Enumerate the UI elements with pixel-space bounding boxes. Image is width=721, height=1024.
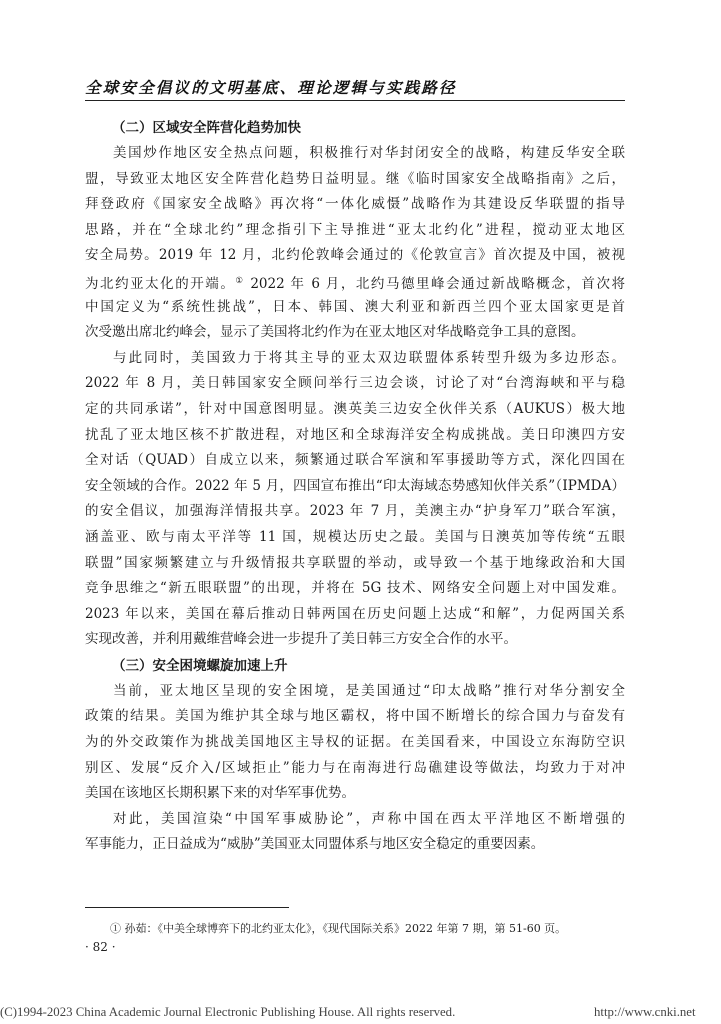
copyright-bar (0, 1005, 721, 1020)
copyright-notice: (C)1994-2023 China Academic Journal Electronic Publishing House. All rights reserved. (0, 1005, 456, 1019)
header-rule (85, 100, 625, 101)
running-title: 全球安全倡议的文明基底、理论逻辑与实践路径 (85, 79, 457, 97)
text-line: 定的共同承诺”，针对中国意图明显。澳英美三边安全伙伴关系（AUKUS）极大地 (85, 400, 625, 417)
text-line: 为的外交政策作为挑战美国地区主导权的证据。在美国看来，中国设立东海防空识 (85, 734, 625, 751)
footnote-mark: ① (110, 922, 121, 935)
footnote (110, 920, 566, 936)
text-line: 2023 年以来，美国在幕后推动日韩两国在历史问题上达成“和解”，力促两国关系 (85, 605, 625, 622)
text-line-end: 2022 年 6 月，北约马德里峰会通过新战略概念，首次将 (244, 275, 625, 292)
footnote-text: 孙茹：《中美全球博弈下的北约亚太化》，《现代国际关系》2022 年第 7 期，第 51-60 页。 (124, 922, 567, 935)
text-line: 竞争思维之“新五眼联盟”的出现，并将在 5G 技术、网络安全问题上对中国发难。 (85, 580, 625, 597)
paragraph-4 (85, 807, 625, 858)
footnote-reference[interactable]: ① (235, 275, 245, 286)
footnote-rule (85, 907, 289, 908)
text-line: 盟，导致亚太地区安全阵营化趋势日益明显。继《临时国家安全战略指南》之后， (85, 170, 625, 187)
text-line: 拜登政府《国家安全战略》再次将“一体化威慑”战略作为其建设反华联盟的指导 (85, 196, 625, 213)
section-heading-3: （三）安全困境螺旋加速上升 (112, 657, 288, 674)
section-heading-2: （二）区域安全阵营化趋势加快 (112, 120, 301, 136)
paragraph-2 (85, 346, 625, 653)
text-line: 涵盖亚、欧与南太平洋等 11 国，规模达历史之最。美国与日澳英加等传统“五眼 (85, 528, 625, 545)
text-line: 安全局势。2019 年 12 月，北约伦敦峰会通过的《伦敦宣言》首次提及中国，被视 (85, 247, 625, 264)
page-number: · 82 · (85, 940, 116, 954)
text-line: 对此，美国渲染“中国军事威胁论”，声称中国在西太平洋地区不断增强的 (113, 810, 625, 827)
text-line: 联盟”国家频繁建立与升级情报共享联盟的举动，或导致一个基于地缘政治和大国 (85, 554, 625, 571)
text-line: 与此同时，美国致力于将其主导的亚太双边联盟体系转型升级为多边形态。 (113, 349, 625, 366)
paragraph-1 (85, 141, 625, 346)
text-line-start: 为北约亚太化的开端。 (85, 275, 236, 292)
paragraph-3 (85, 679, 625, 807)
article-body (85, 115, 625, 858)
text-line: 次受邀出席北约峰会，显示了美国将北约作为在亚太地区对华战略竞争工具的意图。 (85, 324, 585, 341)
text-line: 的安全倡议，加强海洋情报共享。2023 年 7 月，美澳主办“护身军刀”联合军演， (85, 503, 625, 520)
text-line: 别区、发展“反介入/区域拒止”能力与在南海进行岛礁建设等做法，均致力于对冲 (85, 759, 625, 776)
text-line: 全对话（QUAD）自成立以来，频繁通过联合军演和军事援助等方式，深化四国在 (85, 452, 625, 469)
text-line: 中国定义为“系统性挑战”，日本、韩国、澳大利亚和新西兰四个亚太国家更是首 (85, 298, 625, 315)
text-line: 扰乱了亚太地区核不扩散进程，对地区和全球海洋安全构成挑战。美日印澳四方安 (85, 426, 625, 443)
text-line: 实现改善，并利用戴维营峰会进一步提升了美日韩三方安全合作的水平。 (85, 631, 517, 648)
text-line: 美国在该地区长期积累下来的对华军事优势。 (85, 785, 355, 802)
text-line: 当前，亚太地区呈现的安全困境，是美国通过“印太战略”推行对华分割安全 (113, 682, 625, 699)
text-line: 政策的结果。美国为维护其全球与地区霸权，将中国不断增长的综合国力与奋发有 (85, 708, 625, 725)
text-line-with-footnote (85, 269, 625, 295)
text-line: 军事能力，正日益成为“威胁”美国亚太同盟体系与地区安全稳定的重要因素。 (85, 836, 545, 853)
text-line: 安全领域的合作。2022 年 5 月，四国宣布推出“印太海域态势感知伙伴关系”（IPMDA） (85, 477, 625, 494)
text-line: 2022 年 8 月，美日韩国家安全顾问举行三边会谈，讨论了对“台湾海峡和平与稳 (85, 375, 625, 392)
text-line: 美国炒作地区安全热点问题，积极推行对华封闭安全的战略，构建反华安全联 (113, 145, 625, 161)
text-line: 思路，并在“全球北约”理念指引下主导推进“亚太北约化”进程，搅动亚太地区 (85, 221, 625, 238)
cnki-link[interactable]: http://www.cnki.net (594, 1005, 696, 1019)
